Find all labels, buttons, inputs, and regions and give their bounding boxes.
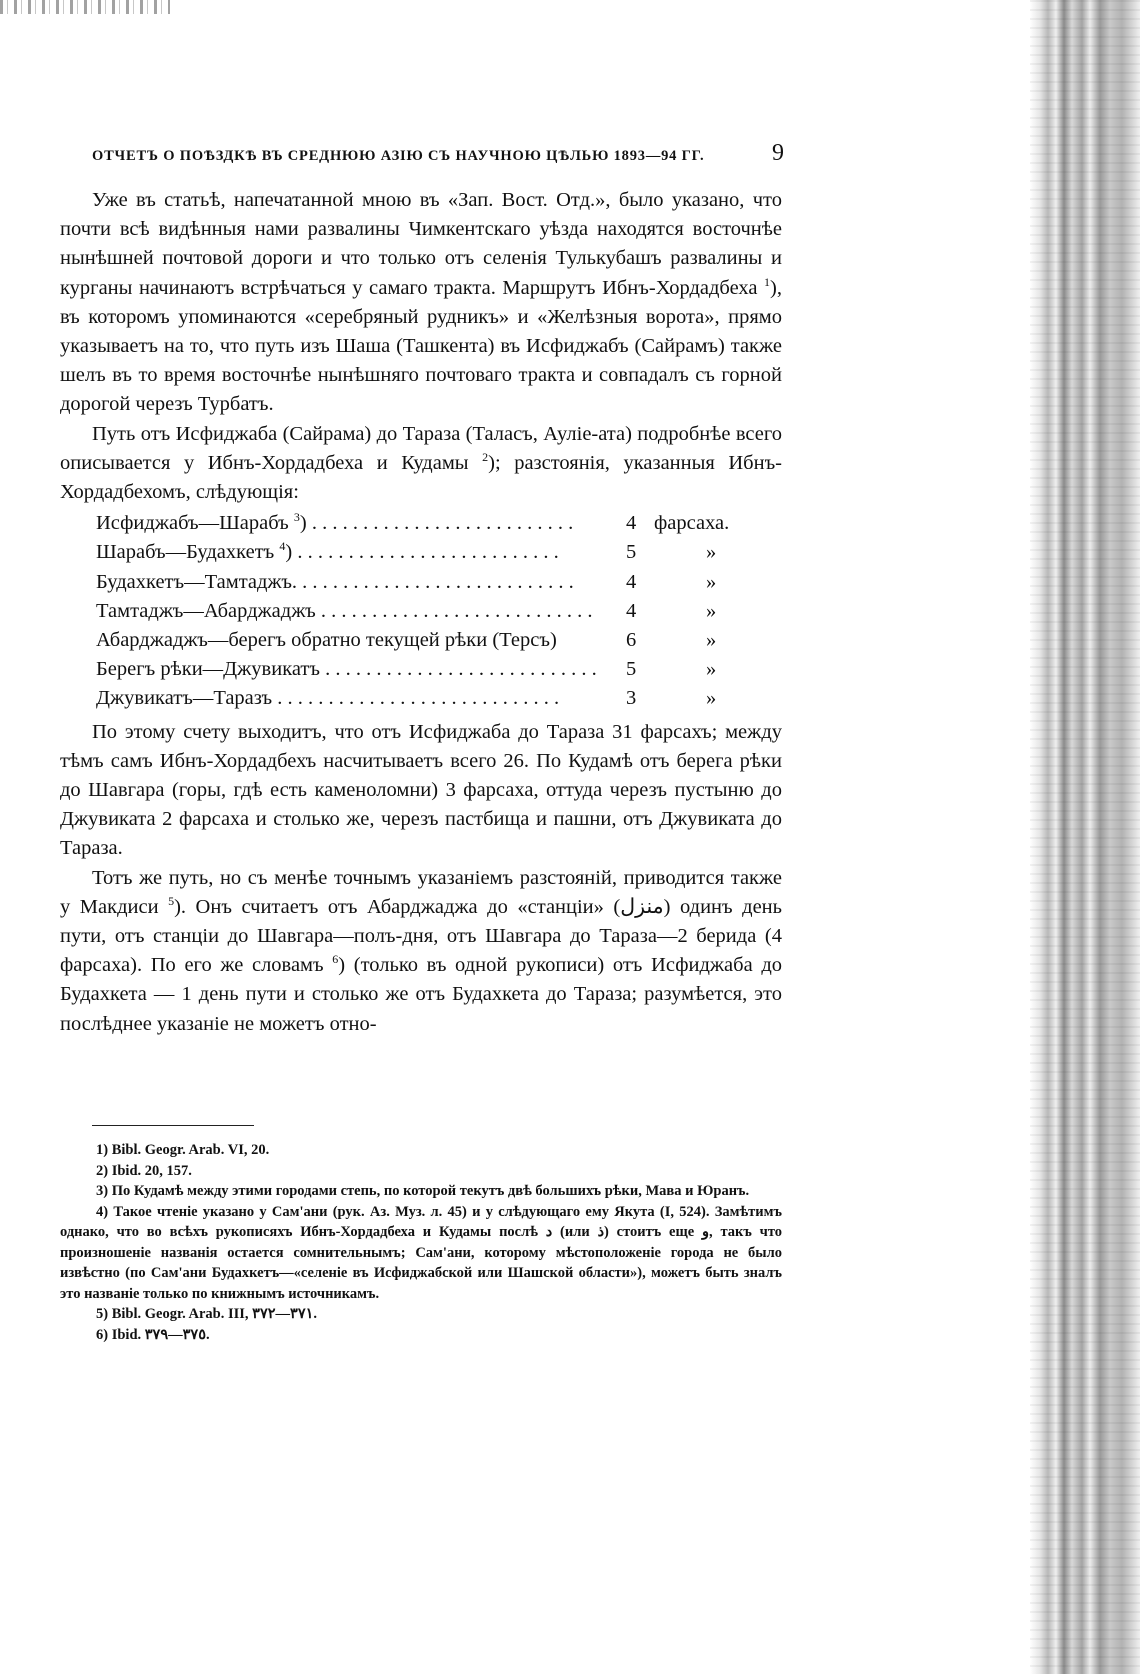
footnote-ref-5: 5 bbox=[168, 893, 175, 908]
footnote: 4) Такое чтеніе указано у Сам'ани (рук. Аз. Муз. л. 45) и у слѣдующаго ему Якута (I, 524). Замѣтимъ однако, что во всѣхъ рукописяхъ Ибнъ-Хордадбеха и Кудамы послѣ د (или ذ) стоитъ еще و, такъ что произношеніе названія остается сомнительнымъ; Сам'ани, которому мѣстоположеніе города не было извѣстно (по Сам'ани Будахкетъ—«селеніе въ Исфиджабской или Шашской области»), можетъ быть зналъ это названіе только по книжнымъ источникамъ. bbox=[60, 1203, 782, 1302]
route-unit: » bbox=[706, 687, 717, 710]
footnote: 3) По Кудамѣ между этими городами степь, по которой текутъ двѣ большихъ рѣки, Мава и Юранъ. bbox=[96, 1183, 750, 1199]
running-head: ОТЧЕТЪ О ПОѢЗДКѢ ВЪ СРЕДНЮЮ АЗІЮ СЪ НАУЧНОЮ ЦѢЛЬЮ 1893—94 ГГ. bbox=[92, 148, 705, 164]
route-segment: Будахкетъ—Тамтаджъ. . . . . . . . . . . . . . . . . . . . . . . . . . . . bbox=[96, 570, 574, 593]
paragraph-1 bbox=[60, 186, 782, 420]
route-unit: » bbox=[706, 599, 717, 622]
book-page-edges bbox=[1030, 0, 1140, 1674]
route-segment: Тамтаджъ—Абарджаджъ . . . . . . . . . . . . . . . . . . . . . . . . . . . bbox=[96, 599, 593, 622]
route-row bbox=[96, 655, 732, 684]
route-segment: Шарабъ—Будахкетъ $^4$) . . . . . . . . . . . . . . . . . . . . . . . . . . bbox=[96, 539, 559, 564]
route-distance: 4 bbox=[626, 512, 637, 535]
paragraph-2-text: Путь отъ Исфиджаба (Сайрама) до Тараза (Таласъ, Ауліе-ата) подробнѣе всего описывается у Ибнъ-Хордадбеха и Кудамы bbox=[60, 422, 782, 474]
footnote-ref-6: 6 bbox=[332, 952, 339, 967]
page-number: 9 bbox=[772, 140, 784, 166]
footnote: 1) Bibl. Geogr. Arab. VI, 20. bbox=[96, 1142, 270, 1158]
footnote: 5) Bibl. Geogr. Arab. III, ٣٧١—٣٧٢. bbox=[96, 1306, 318, 1322]
paragraph-1-text: Уже въ статьѣ, напечатанной мною въ «Зап. Вост. Отд.», было указано, что почти всѣ видѣнныя нами развалины Чимкентскаго уѣзда находятся восточнѣе нынѣшней почтовой дороги и что только отъ селенія Тулькубашъ развалины и курганы начинаютъ встрѣчаться у самаго тракта. Маршрутъ Ибнъ-Хордадбеха bbox=[60, 189, 782, 299]
paragraph-2-rest: ); разстоянія, указанныя Ибнъ-Хордадбехомъ, слѣдующія: bbox=[60, 451, 782, 504]
route-distance: 4 bbox=[626, 599, 637, 622]
main-text bbox=[60, 186, 782, 1039]
paragraph-4 bbox=[60, 864, 782, 1039]
footnote-ref-2: 2 bbox=[482, 450, 489, 464]
route-row bbox=[96, 568, 732, 597]
route-segment: Абарджаджъ—берегъ обратно текущей рѣки (Терсъ) bbox=[96, 628, 557, 651]
route-unit: » bbox=[706, 570, 717, 593]
route-distance: 4 bbox=[626, 570, 637, 593]
paragraph-4-rest: ) (только въ одной рукописи) отъ Исфиджаба до Будахкета — 1 день пути и столько же отъ Будахкета до Тараза; разумѣется, это послѣднее указаніе не можетъ отно- bbox=[60, 954, 782, 1035]
route-row bbox=[96, 626, 732, 655]
paragraph-3: По этому счету выходитъ, что отъ Исфиджаба до Тараза 31 фарсахъ; между тѣмъ самъ Ибнъ-Хордадбехъ насчитываетъ всего 26. По Кудамѣ отъ берега рѣки до Шавгара (горы, гдѣ есть каменоломни) 3 фарсаха, оттуда черезъ пустыню до Джувиката 2 фарсаха и столько же, черезъ пастбища и пашни, отъ Джувиката до Тараза. bbox=[60, 720, 782, 860]
route-row bbox=[96, 684, 732, 713]
route-distance: 5 bbox=[626, 658, 637, 681]
route-unit: » bbox=[706, 658, 717, 681]
route-unit: фарсаха. bbox=[654, 512, 730, 535]
route-unit: » bbox=[706, 541, 717, 564]
footnote: 6) Ibid. ٣٧٥—٣٧٩. bbox=[96, 1326, 210, 1343]
route-row bbox=[96, 509, 732, 538]
route-distance-table bbox=[96, 509, 732, 713]
route-segment: Берегъ рѣки—Джувикатъ . . . . . . . . . . . . . . . . . . . . . . . . . . . bbox=[96, 658, 597, 681]
paragraph-1-rest: ), въ которомъ упоминаются «серебряный рудникъ» и «Желѣзныя ворота», прямо указываетъ на то, что путь изъ Шаша (Ташкента) въ Исфиджабъ (Сайрамъ) также шелъ въ то время восточнѣе нынѣшняго почтоваго тракта и совпадалъ съ горной дорогой черезъ Турбатъ. bbox=[60, 276, 782, 416]
route-distance: 6 bbox=[626, 628, 637, 651]
footnotes bbox=[60, 1140, 782, 1345]
route-row bbox=[96, 597, 732, 626]
route-distance: 3 bbox=[626, 687, 637, 710]
page-header bbox=[92, 140, 784, 167]
route-unit: » bbox=[706, 628, 717, 651]
route-segment: Исфиджабъ—Шарабъ $^3$) . . . . . . . . . . . . . . . . . . . . . . . . . . bbox=[96, 510, 574, 535]
route-distance: 5 bbox=[626, 541, 637, 564]
footnote-divider bbox=[92, 1125, 254, 1126]
paragraph-2 bbox=[60, 420, 782, 508]
route-segment: Джувикатъ—Таразъ . . . . . . . . . . . . . . . . . . . . . . . . . . . . bbox=[96, 687, 560, 710]
route-row bbox=[96, 538, 732, 567]
paragraph-4-text: Тотъ же путь, но съ менѣе точнымъ указаніемъ разстояній, приводится также у Макдиси bbox=[60, 866, 782, 918]
footnote: 2) Ibid. 20, 157. bbox=[96, 1162, 192, 1179]
paragraph-4-mid: ). Онъ считаетъ отъ Абарджаджа до «станціи» (منزل) одинъ день пути, отъ станціи до Шавгара—полъ-дня, отъ Шавгара до Тараза—2 берида (4 фарсаха). По его же словамъ bbox=[60, 895, 783, 977]
scan-artifact bbox=[0, 0, 170, 14]
footnote-ref-1: 1 bbox=[764, 274, 771, 289]
